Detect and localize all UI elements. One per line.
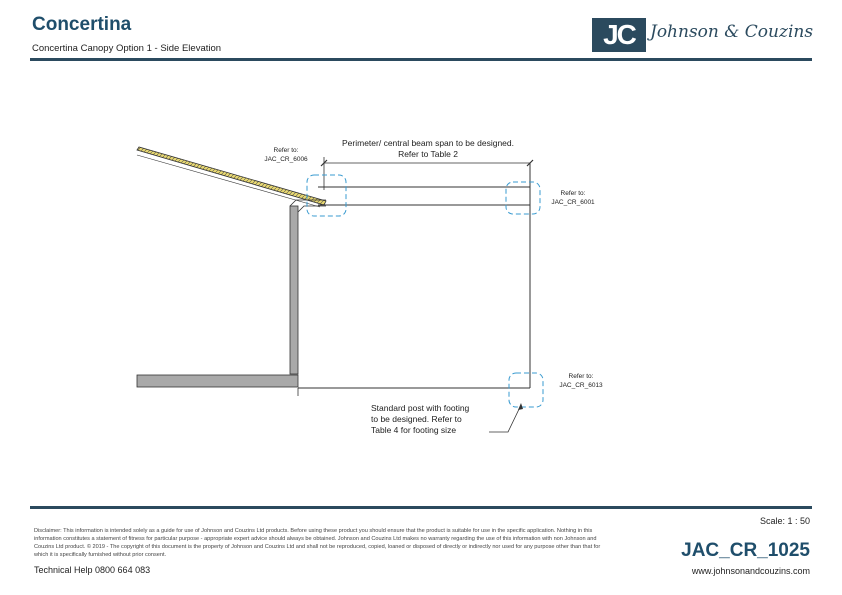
ref-6013-line2: JAC_CR_6013 <box>559 382 603 389</box>
ref-6006-line2: JAC_CR_6006 <box>264 156 308 163</box>
ref-6006-line1: Refer to: <box>273 147 299 154</box>
existing-wall <box>290 200 326 374</box>
post-note-line1: Standard post with footing <box>371 403 470 413</box>
page-subtitle: Concertina Canopy Option 1 - Side Elevation <box>32 43 222 54</box>
ref-6001-line2: JAC_CR_6001 <box>551 199 595 206</box>
website-link[interactable]: www.johnsonandcouzins.com <box>691 566 810 576</box>
post-note-leader <box>489 405 521 432</box>
ref-6001-line1: Refer to: <box>560 190 586 197</box>
beam-note-line2: Refer to Table 2 <box>398 149 458 159</box>
ground-slab <box>137 375 298 387</box>
page-title: Concertina <box>32 14 132 35</box>
disclaimer-text: Disclaimer: This information is intended solely as a guide for use of Johnson and Couzins Ltd products. Before using these product you should ensure that the product is suitable for use in the specific application. Nothing in this information constitutes a statement of fitness for particular purpose - appropriate expert advice should always be obtained. Johnson and Couzins Ltd makes no warranty regarding the use of this information with non Johnson and Couzins Ltd product. © 2019 - The copyright of this document is the property of Johnson and Couzins Ltd and shall not be reproduced, copied, loaned or disposed of directly or indirectly nor used for any purpose other than that for which it is specifically furnished without prior consent. <box>34 528 601 558</box>
footer-divider <box>30 506 812 509</box>
logo-monogram: JC <box>592 18 646 52</box>
ref-6013-line1: Refer to: <box>568 373 594 380</box>
drawing-scale: Scale: 1 : 50 <box>759 516 810 526</box>
detail-marker-6013 <box>509 373 543 407</box>
beam-note-line1: Perimeter/ central beam span to be designed. <box>342 138 514 148</box>
post-note-line3: Table 4 for footing size <box>371 425 457 435</box>
canopy-beam <box>318 187 530 205</box>
post-note-line2: to be designed. Refer to <box>371 414 462 424</box>
logo-wordmark: Johnson & Couzins <box>650 22 814 42</box>
detail-marker-6006 <box>307 175 346 216</box>
drawing-code: JAC_CR_1025 <box>681 540 810 561</box>
technical-help-phone: Technical Help 0800 664 083 <box>34 565 151 575</box>
beam-span-dimension <box>321 157 533 190</box>
